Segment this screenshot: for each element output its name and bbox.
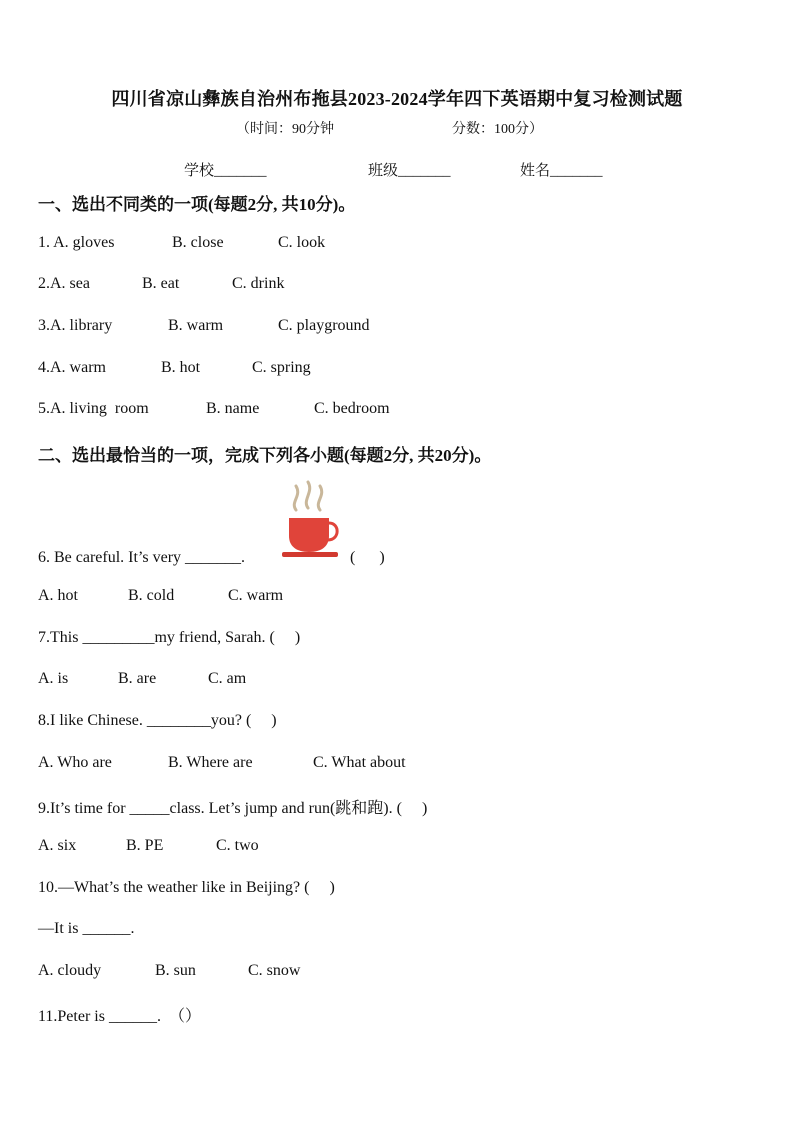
- question-9-options: [38, 837, 259, 855]
- option-a: 4.A. warm: [38, 359, 106, 376]
- school-field: 学校_______: [184, 163, 267, 179]
- option-c: C. warm: [228, 587, 284, 604]
- option-a: 2.A. sea: [38, 275, 90, 292]
- option-c: C. am: [208, 670, 247, 687]
- option-a: A. Who are: [38, 754, 112, 771]
- option-c: C. snow: [248, 962, 301, 979]
- question-9: 9.It’s time for _____class. Let’s jump and run(跳和跑). ( ): [38, 800, 428, 817]
- answer-paren: ( ): [350, 549, 385, 566]
- option-b: B. sun: [155, 962, 196, 979]
- page-title: 四川省凉山彝族自治州布拖县2023-2024学年四下英语期中复习检测试题: [111, 89, 683, 109]
- name-field: 姓名_______: [520, 163, 603, 179]
- question-7: 7.This _________my friend, Sarah. ( ): [38, 629, 301, 646]
- option-a: A. is: [38, 670, 69, 687]
- question-7-options: [38, 670, 247, 688]
- option-c: C. What about: [313, 754, 406, 771]
- question-10-options: [38, 962, 301, 980]
- question-8-options: [38, 754, 406, 772]
- option-a: 5.A. living room: [38, 400, 149, 417]
- option-b: B. PE: [126, 837, 164, 854]
- option-a: 1. A. gloves: [38, 234, 115, 251]
- question-6-options: [38, 587, 284, 605]
- option-b: B. are: [118, 670, 157, 687]
- option-a: 3.A. library: [38, 317, 113, 334]
- option-b: B. warm: [168, 317, 224, 334]
- option-b: B. name: [206, 400, 260, 417]
- question-5: [38, 400, 390, 418]
- exam-time: （时间：90分钟: [236, 122, 334, 137]
- section-1-heading: 一、选出不同类的一项(每题2分, 共10分)。: [38, 195, 356, 214]
- question-3: [38, 317, 370, 335]
- question-2: [38, 275, 285, 293]
- option-b: B. eat: [142, 275, 180, 292]
- option-b: B. Where are: [168, 754, 253, 771]
- option-c: C. two: [216, 837, 259, 854]
- option-c: C. spring: [252, 359, 311, 376]
- option-a: A. hot: [38, 587, 78, 604]
- question-6-text: 6. Be careful. It’s very _______.: [38, 549, 246, 566]
- hot-coffee-cup-icon: [280, 478, 342, 560]
- option-c: C. playground: [278, 317, 370, 334]
- question-10: 10.—What’s the weather like in Beijing? ( ): [38, 879, 335, 896]
- class-field: 班级_______: [368, 163, 451, 179]
- question-10-answer-line: —It is ______.: [38, 920, 135, 937]
- question-4: [38, 359, 311, 377]
- option-b: B. hot: [161, 359, 201, 376]
- option-c: C. look: [278, 234, 326, 251]
- option-b: B. cold: [128, 587, 175, 604]
- question-1: [38, 234, 326, 252]
- question-6: [38, 549, 385, 567]
- question-11: 11.Peter is ______. （）: [38, 1008, 201, 1025]
- section-2-heading: 二、选出最恰当的一项，完成下列各小题(每题2分, 共20分)。: [38, 446, 492, 465]
- option-b: B. close: [172, 234, 224, 251]
- exam-score: 分数：100分）: [452, 122, 543, 137]
- question-8: 8.I like Chinese. ________you? ( ): [38, 712, 277, 729]
- option-a: A. six: [38, 837, 77, 854]
- option-c: C. bedroom: [314, 400, 390, 417]
- option-c: C. drink: [232, 275, 285, 292]
- option-a: A. cloudy: [38, 962, 102, 979]
